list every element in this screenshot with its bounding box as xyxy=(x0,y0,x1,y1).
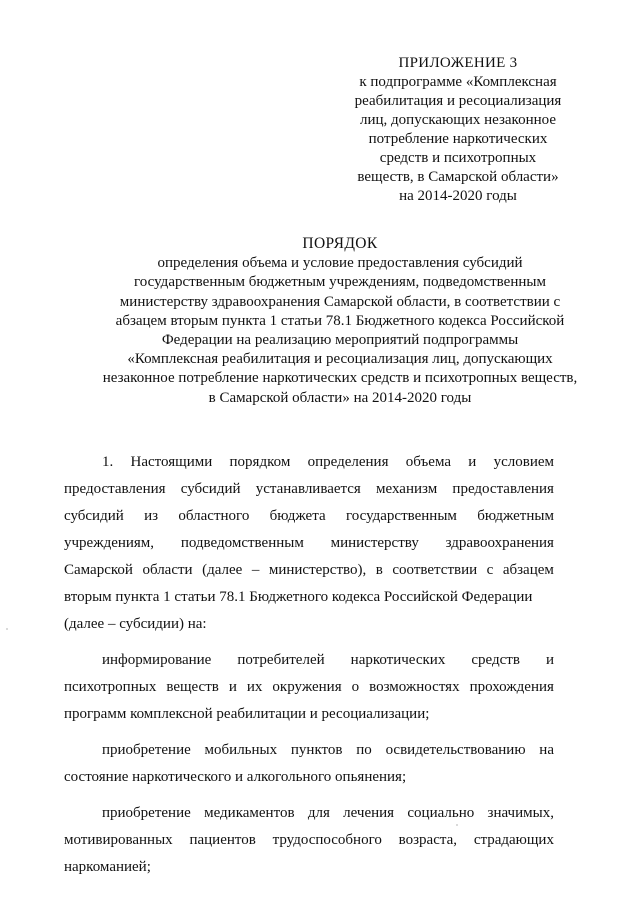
word: в xyxy=(375,562,383,578)
document-body xyxy=(64,449,554,881)
scan-artifact xyxy=(456,824,458,826)
word: освидетельствованию xyxy=(385,742,526,758)
paragraph-4-line xyxy=(64,800,554,827)
paragraph-1-line xyxy=(64,557,554,584)
word: определения xyxy=(307,454,389,470)
word: психотропных xyxy=(64,679,157,695)
word: значимых, xyxy=(487,805,554,821)
paragraph-3-line: состояние наркотического и алкогольного опьянения; xyxy=(64,769,407,785)
appendix-line: на 2014-2020 годы xyxy=(399,188,517,204)
word: Самарской xyxy=(64,562,133,578)
appendix-line: реабилитация и ресоциализация xyxy=(354,93,562,109)
title-line: в Самарской области» на 2014-2020 годы xyxy=(208,389,472,406)
word: подведомственным xyxy=(180,535,304,551)
word: на xyxy=(539,742,554,758)
word: Настоящими xyxy=(130,454,213,470)
word: здравоохранения xyxy=(445,535,554,551)
word: возраста, xyxy=(398,832,458,848)
word: пунктов xyxy=(290,742,343,758)
scan-artifact xyxy=(6,628,8,630)
word: по xyxy=(356,742,372,758)
paragraph-4-line xyxy=(64,827,554,854)
word: с xyxy=(486,562,494,578)
word: страдающих xyxy=(473,832,554,848)
paragraph-1-line: вторым пункта 1 статьи 78.1 Бюджетного кодекса Российской Федерации xyxy=(64,589,533,605)
title-line: «Комплексная реабилитация и ресоциализация лиц, допускающих xyxy=(127,351,553,368)
paragraph-2-line: программ комплексной реабилитации и ресоциализации; xyxy=(64,706,430,722)
word: объема xyxy=(405,454,451,470)
word: потребителей xyxy=(237,652,325,668)
word: области xyxy=(142,562,193,578)
paragraph-1-line xyxy=(64,476,554,503)
title-heading: ПОРЯДОК xyxy=(302,235,378,252)
word: и xyxy=(468,454,477,470)
word: 1. xyxy=(102,454,114,470)
word: лечения xyxy=(343,805,395,821)
title-line: Федерации на реализацию мероприятий подпрограммы xyxy=(161,332,519,349)
word: веществ xyxy=(166,679,219,695)
word: возможностях xyxy=(369,679,460,695)
paragraph-1-line xyxy=(64,530,554,557)
word: мобильных xyxy=(204,742,278,758)
word: средств xyxy=(471,652,520,668)
word: субсидий xyxy=(64,508,124,524)
word: наркотических xyxy=(350,652,446,668)
word: министерство), xyxy=(268,562,367,578)
title-line: государственным бюджетным учреждениям, подведомственным xyxy=(134,274,546,291)
word: их xyxy=(246,679,263,695)
paragraph-1-line xyxy=(64,449,554,476)
word: трудоспособного xyxy=(272,832,382,848)
word: областного xyxy=(178,508,250,524)
word: абзацем xyxy=(502,562,554,578)
document-title xyxy=(60,234,620,408)
title-line: абзацем вторым пункта 1 статьи 78.1 Бюджетного кодекса Российской xyxy=(115,312,565,329)
word: условием xyxy=(493,454,554,470)
word: для xyxy=(307,805,330,821)
word: приобретение xyxy=(102,805,191,821)
word: бюджета xyxy=(269,508,326,524)
appendix-line: потребление наркотических xyxy=(368,131,548,147)
word: пациентов xyxy=(189,832,256,848)
title-line: определения объема и условие предоставления субсидий xyxy=(157,255,523,272)
appendix-line: средств и психотропных xyxy=(379,150,537,166)
paragraph-2-line xyxy=(64,647,554,674)
word: прохождения xyxy=(469,679,554,695)
paragraph-2-line xyxy=(64,674,554,701)
word: министерству xyxy=(330,535,419,551)
word: государственным xyxy=(345,508,457,524)
word: о xyxy=(351,679,360,695)
word: предоставления xyxy=(452,481,554,497)
word: бюджетным xyxy=(477,508,554,524)
word: медикаментов xyxy=(204,805,295,821)
paragraph-1-line xyxy=(64,503,554,530)
word: из xyxy=(144,508,159,524)
word: окружения xyxy=(272,679,342,695)
appendix-line: лиц, допускающих незаконное xyxy=(360,112,556,128)
word: и xyxy=(228,679,237,695)
word: – xyxy=(251,562,260,578)
title-line: незаконное потребление наркотических средств и психотропных веществ, xyxy=(102,370,578,387)
title-line: министерству здравоохранения Самарской области, в соответствии с xyxy=(119,293,561,310)
appendix-heading: ПРИЛОЖЕНИЕ 3 xyxy=(398,55,518,71)
paragraph-3-line xyxy=(64,737,554,764)
paragraph-4-line: наркоманией; xyxy=(64,859,151,875)
appendix-line: к подпрограмме «Комплексная xyxy=(359,74,557,90)
word: учреждениям, xyxy=(64,535,155,551)
word: социально xyxy=(407,805,475,821)
word: мотивированных xyxy=(64,832,173,848)
word: информирование xyxy=(102,652,212,668)
word: соответствии xyxy=(392,562,478,578)
appendix-block xyxy=(338,54,578,206)
word: (далее xyxy=(202,562,243,578)
word: устанавливается xyxy=(255,481,361,497)
word: предоставления xyxy=(64,481,166,497)
word: порядком xyxy=(229,454,291,470)
word: механизм xyxy=(376,481,438,497)
word: приобретение xyxy=(102,742,191,758)
appendix-line: веществ, в Самарской области» xyxy=(357,169,559,185)
word: субсидий xyxy=(180,481,241,497)
word: и xyxy=(545,652,554,668)
paragraph-1-line: (далее – субсидии) на: xyxy=(64,616,207,632)
